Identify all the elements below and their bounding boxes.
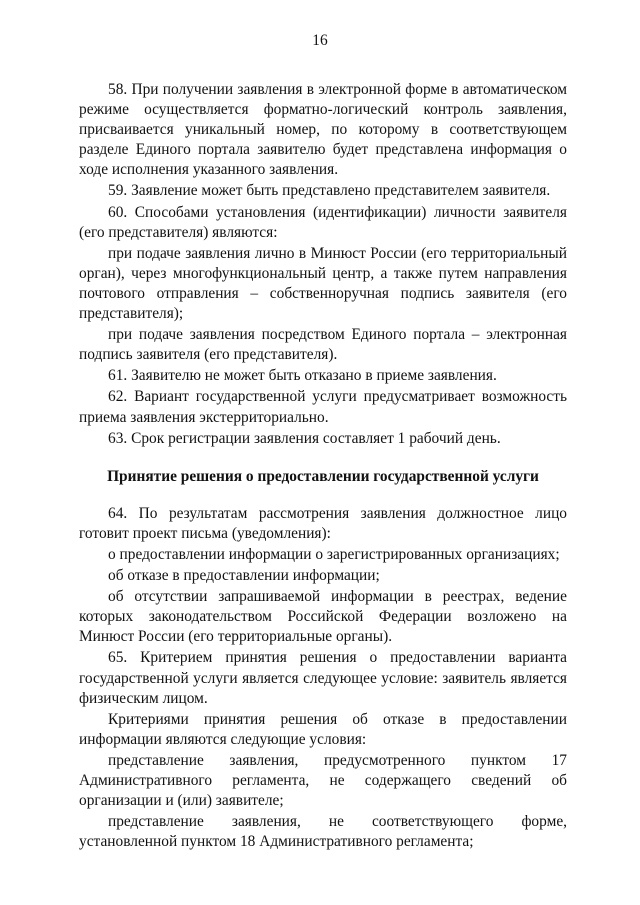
paragraph-64-option-refuse: об отказе в предоставлении информации;: [108, 567, 380, 585]
paragraph-criterion-point-17: представление заявления, предусмотренного пунктом 17 Административного регламента, не содержащего сведений об организации и (или) заявителе;: [79, 751, 567, 810]
paragraph-58: 58. При получении заявления в электронной форме в автоматическом режиме осуществляется форматно-логический контроль заявления, присваивается уникальный номер, по которому в соответствующем разделе Единого портала заявителю будет представлена информация о ходе исполнения указанного заявления.: [79, 81, 567, 179]
paragraph-refusal-criteria: Критериями принятия решения об отказе в предоставлении информации являются следующие условия:: [79, 710, 567, 748]
paragraph-65: 65. Критерием принятия решения о предоставлении варианта государственной услуги является следующее условие: заявитель является физическим лицом.: [79, 649, 567, 707]
paragraph-60-in-person: при подаче заявления лично в Минюст России (его территориальный орган), через многофункциональный центр, а также путем направления почтового отправления – собственноручная подпись заявителя (его представителя);: [79, 244, 567, 323]
page-number: 16: [312, 32, 328, 49]
paragraph-64-option-absent: об отсутствии запрашиваемой информации в реестрах, ведение которых законодательством Российской Федерации возложено на Минюст России (его территориальные органы).: [79, 588, 567, 646]
paragraph-63: 63. Срок регистрации заявления составляет 1 рабочий день.: [108, 429, 501, 447]
section-heading: Принятие решения о предоставлении государственной услуги: [107, 467, 539, 485]
paragraph-62: 62. Вариант государственной услуги предусматривает возможность приема заявления экстерриториально.: [79, 388, 567, 426]
paragraph-59: 59. Заявление может быть представлено представителем заявителя.: [108, 182, 551, 200]
paragraph-60: 60. Способами установления (идентификации) личности заявителя (его представителя) являются:: [79, 203, 567, 241]
paragraph-criterion-point-18: представление заявления, не соответствующего форме, установленной пунктом 18 Административного регламента;: [79, 813, 567, 851]
paragraph-64-option-provide: о предоставлении информации о зарегистрированных организациях;: [108, 545, 560, 563]
paragraph-60-portal: при подаче заявления посредством Единого портала – электронная подпись заявителя (его представителя).: [79, 326, 567, 364]
paragraph-61: 61. Заявителю не может быть отказано в приеме заявления.: [108, 367, 497, 385]
paragraph-64: 64. По результатам рассмотрения заявления должностное лицо готовит проект письма (уведомления):: [79, 504, 567, 542]
document-body: [79, 80, 567, 852]
